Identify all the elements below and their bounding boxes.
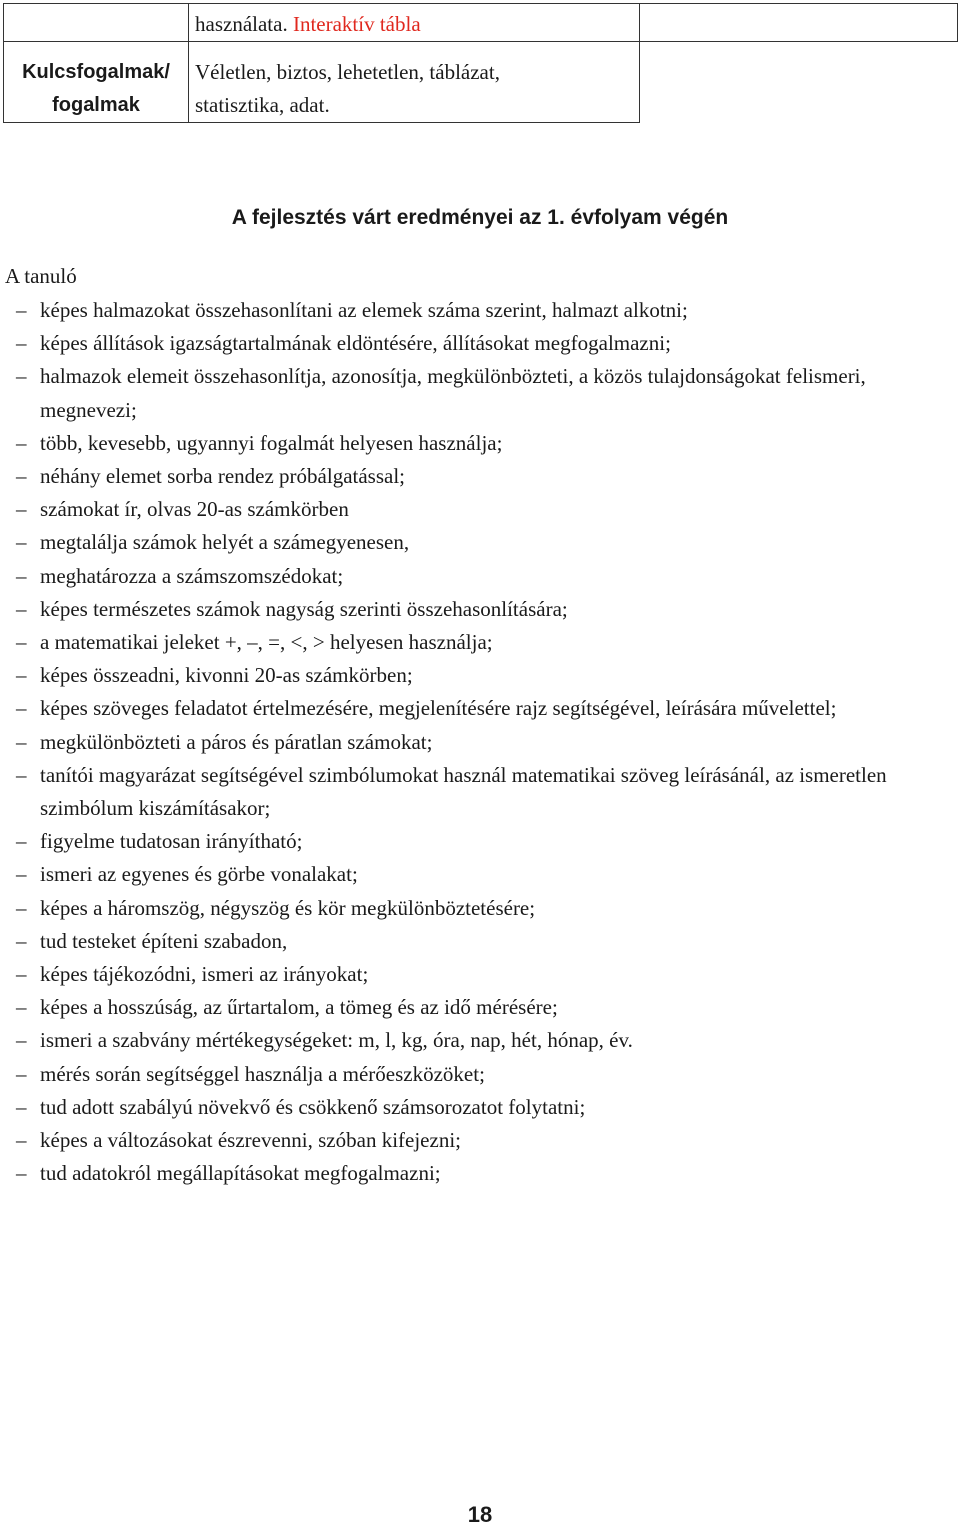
dash-bullet: –: [16, 1128, 27, 1153]
list-item-text: ismeri az egyenes és görbe vonalakat;: [40, 862, 358, 887]
list-item-text: tud testeket építeni szabadon,: [40, 928, 288, 953]
dash-bullet: –: [16, 995, 27, 1020]
list-item-text: képes a hosszúság, az űrtartalom, a tömeg és az idő mérésére;: [40, 995, 558, 1020]
table-cell-tools: [189, 4, 640, 42]
list-item: [0, 560, 960, 593]
dash-bullet: –: [16, 829, 27, 854]
dash-bullet: –: [16, 895, 27, 920]
dash-bullet: –: [16, 430, 27, 455]
table-cell-concepts: [189, 42, 640, 123]
list-item-text: meghatározza a számszomszédokat;: [40, 563, 344, 588]
list-item-text: ismeri a szabvány mértékegységeket: m, l, kg, óra, nap, hét, hónap, év.: [40, 1028, 633, 1053]
list-item-text: figyelme tudatosan irányítható;: [40, 829, 303, 854]
dash-bullet: –: [16, 1028, 27, 1053]
list-item: [0, 892, 960, 925]
list-item-text: képes halmazokat összehasonlítani az elemek száma szerint, halmazt alkotni;: [40, 298, 688, 322]
dash-bullet: –: [16, 1161, 27, 1186]
list-item: [0, 991, 960, 1024]
dash-bullet: –: [16, 364, 27, 389]
dash-bullet: –: [16, 928, 27, 953]
list-item: [0, 1091, 960, 1124]
list-item-text: halmazok elemeit összehasonlítja, azonosítja, megkülönbözteti, a közös tulajdonságokat felismeri, megnevezi;: [40, 364, 866, 422]
dash-bullet: –: [16, 1061, 27, 1086]
dash-bullet: –: [16, 497, 27, 522]
dash-bullet: –: [16, 762, 27, 787]
list-item: [0, 460, 960, 493]
curriculum-table: [3, 3, 958, 123]
key-concepts-label-line2: fogalmak: [52, 94, 140, 116]
list-item-text: számokat ír, olvas 20-as számkörben: [40, 497, 349, 522]
list-item-text: képes természetes számok nagyság szerinti összehasonlítására;: [40, 596, 568, 621]
list-item-text: a matematikai jeleket +, –, =, <, > helyesen használja;: [40, 630, 493, 655]
table-cell-label: [4, 42, 189, 123]
list-item-text: tanítói magyarázat segítségével szimbólumokat használ matematikai szöveg leírásánál, az ismeretlen szimbólum kiszámításakor;: [40, 762, 887, 821]
table-row: [4, 4, 958, 42]
list-item: [0, 294, 960, 327]
list-item-text: tud adatokról megállapításokat megfogalmazni;: [40, 1161, 441, 1186]
list-item: [0, 659, 960, 692]
list-item: [0, 925, 960, 958]
list-item: [0, 1157, 960, 1190]
list-item-text: mérés során segítséggel használja a mérőeszközöket;: [40, 1061, 485, 1086]
dash-bullet: –: [16, 331, 27, 356]
tools-text: használata.: [195, 12, 288, 36]
outcomes-list: [0, 294, 960, 1190]
intro-text: A tanuló: [5, 264, 77, 288]
list-item: [0, 692, 960, 725]
list-item-text: több, kevesebb, ugyannyi fogalmát helyesen használja;: [40, 430, 503, 455]
page-number: 18: [467, 1502, 493, 1527]
key-concepts-line2: statisztika, adat.: [195, 93, 330, 117]
list-item-text: képes tájékozódni, ismeri az irányokat;: [40, 962, 369, 987]
dash-bullet: –: [16, 630, 27, 655]
dash-bullet: –: [16, 862, 27, 887]
list-item: [0, 427, 960, 460]
list-item: [0, 526, 960, 559]
list-item-text: képes szöveges feladatot értelmezésére, megjelenítésére rajz segítségével, leírására művelettel;: [40, 696, 837, 721]
list-item: [0, 958, 960, 991]
dash-bullet: –: [16, 729, 27, 754]
dash-bullet: –: [16, 298, 27, 322]
dash-bullet: –: [16, 530, 27, 555]
list-item-text: képes a változásokat észrevenni, szóban kifejezni;: [40, 1128, 461, 1153]
list-item-text: néhány elemet sorba rendez próbálgatással;: [40, 464, 406, 489]
dash-bullet: –: [16, 563, 27, 588]
list-item: [0, 1124, 960, 1157]
dash-bullet: –: [16, 596, 27, 621]
dash-bullet: –: [16, 663, 27, 688]
dash-bullet: –: [16, 1094, 27, 1119]
list-item-text: képes összeadni, kivonni 20-as számkörben;: [40, 663, 413, 688]
list-item: [0, 360, 960, 426]
list-item-text: képes állítások igazságtartalmának eldöntésére, állításokat megfogalmazni;: [40, 331, 671, 356]
list-item: [0, 327, 960, 360]
list-item-text: megkülönbözteti a páros és páratlan számokat;: [40, 729, 433, 754]
section-heading: A fejlesztés várt eredményei az 1. évfolyam végén: [231, 206, 729, 229]
list-item: [0, 493, 960, 526]
list-item: [0, 626, 960, 659]
table-cell-empty: [4, 4, 189, 42]
list-item-text: megtalálja számok helyét a számegyenesen,: [40, 530, 410, 555]
list-item: [0, 726, 960, 759]
list-item-text: képes a háromszög, négyszög és kör megkülönböztetésére;: [40, 895, 536, 920]
dash-bullet: –: [16, 696, 27, 721]
list-item-text: tud adott szabályú növekvő és csökkenő számsorozatot folytatni;: [40, 1094, 586, 1119]
dash-bullet: –: [16, 464, 27, 489]
list-item: [0, 825, 960, 858]
table-row: [4, 42, 958, 123]
dash-bullet: –: [16, 962, 27, 987]
list-item: [0, 1058, 960, 1091]
key-concepts-line1: Véletlen, biztos, lehetetlen, táblázat,: [195, 60, 500, 84]
list-item: [0, 593, 960, 626]
table-cell-empty-right: [640, 4, 958, 42]
tools-highlight: Interaktív tábla: [292, 12, 421, 36]
key-concepts-label-line1: Kulcsfogalmak/: [22, 61, 170, 83]
list-item: [0, 1024, 960, 1057]
list-item: [0, 759, 960, 825]
list-item: [0, 858, 960, 891]
